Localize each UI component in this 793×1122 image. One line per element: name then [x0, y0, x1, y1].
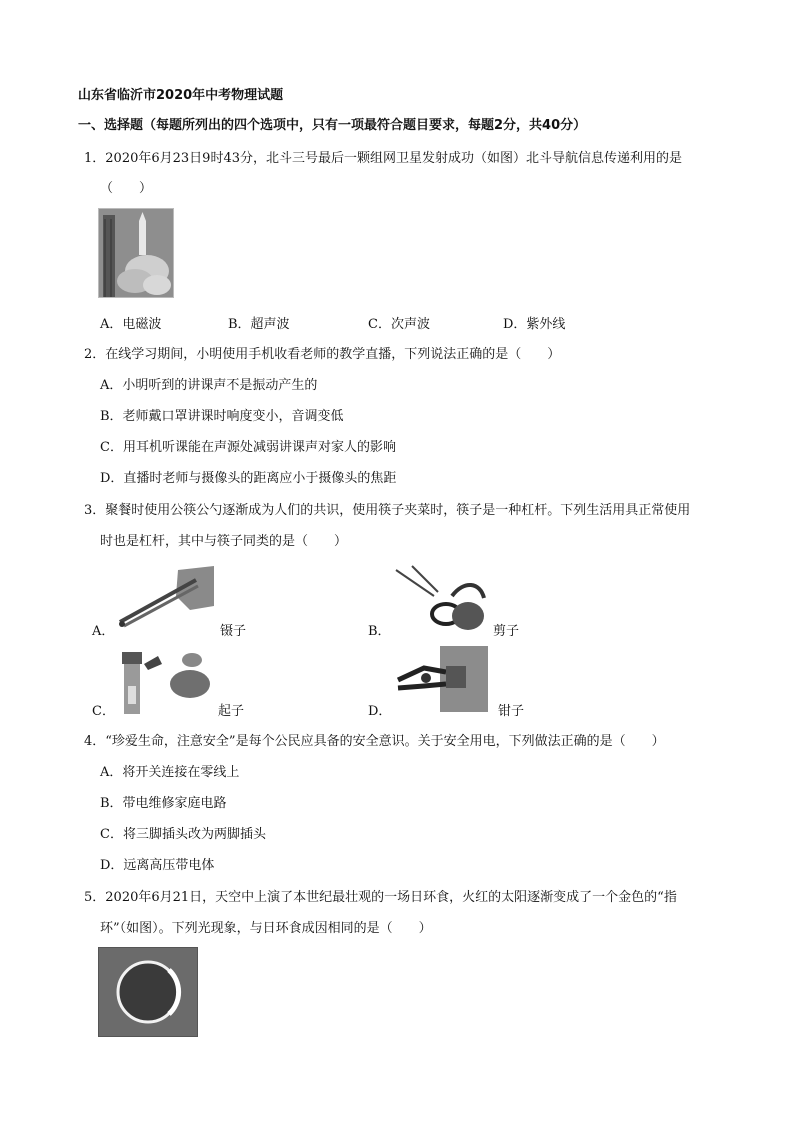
q5-stem-line2: 环”（如图）。下列光现象，与日环食成因相同的是（ ）	[100, 921, 432, 936]
q2-stem: 2．在线学习期间，小明使用手机收看老师的教学直播，下列说法正确的是（ ）	[84, 347, 561, 362]
q3-option-c-letter[interactable]: C．	[92, 704, 115, 719]
q3-option-b-letter[interactable]: B．	[368, 624, 391, 639]
q2-option-d[interactable]: D．直播时老师与摄像头的距离应小于摄像头的焦距	[100, 471, 397, 486]
q3-option-a-name: 镊子	[220, 624, 247, 639]
q1-stem-line2: （ ）	[100, 181, 153, 196]
q4-option-a[interactable]: A．将开关连接在零线上	[100, 765, 240, 780]
q3-option-d-name: 钳子	[498, 704, 525, 719]
q2-option-a[interactable]: A．小明听到的讲课声不是振动产生的	[100, 378, 318, 393]
q3-option-d-letter[interactable]: D．	[368, 704, 392, 719]
q4-option-b[interactable]: B．带电维修家庭电路	[100, 796, 227, 811]
pliers-image	[394, 644, 490, 712]
rocket-launch-image	[98, 208, 174, 298]
q4-option-d[interactable]: D．远离高压带电体	[100, 858, 215, 873]
q2-option-c[interactable]: C．用耳机听课能在声源处减弱讲课声对家人的影响	[100, 440, 396, 455]
q2-option-b[interactable]: B．老师戴口罩讲课时响度变小，音调变低	[100, 409, 344, 424]
q5-stem-line1: 5．2020年6月21日，天空中上演了本世纪最壮观的一场日环食，火红的太阳逐渐变成了一个金色的“指	[84, 890, 677, 905]
bottle-opener-image	[118, 646, 214, 714]
annular-eclipse-image	[98, 947, 198, 1037]
q1-option-c[interactable]: C．次声波	[368, 317, 430, 332]
q3-option-c-name: 起子	[218, 704, 245, 719]
q4-option-c[interactable]: C．将三脚插头改为两脚插头	[100, 827, 266, 842]
tweezers-image	[118, 566, 214, 628]
q1-option-a[interactable]: A．电磁波	[100, 317, 162, 332]
q3-option-b-name: 剪子	[493, 624, 520, 639]
q1-stem-line1: 1．2020年6月23日9时43分，北斗三号最后一颗组网卫星发射成功（如图）北斗导航信息传递利用的是	[84, 151, 682, 166]
q3-stem-line2: 时也是杠杆，其中与筷子同类的是（ ）	[100, 534, 348, 549]
section-heading: 一、选择题（每题所列出的四个选项中，只有一项最符合题目要求，每题2分，共40分）	[78, 118, 587, 133]
page-title: 山东省临沂市2020年中考物理试题	[78, 88, 284, 103]
q4-stem: 4．“珍爱生命，注意安全”是每个公民应具备的安全意识。关于安全用电，下列做法正确的是（ ）	[84, 734, 665, 749]
scissors-image	[394, 562, 488, 632]
q1-option-d[interactable]: D．紫外线	[503, 317, 566, 332]
q3-stem-line1: 3．聚餐时使用公筷公勺逐渐成为人们的共识，使用筷子夹菜时，筷子是一种杠杆。下列生活用具正常使用	[84, 503, 691, 518]
q3-option-a-letter[interactable]: A．	[92, 624, 115, 639]
q1-option-b[interactable]: B．超声波	[228, 317, 290, 332]
